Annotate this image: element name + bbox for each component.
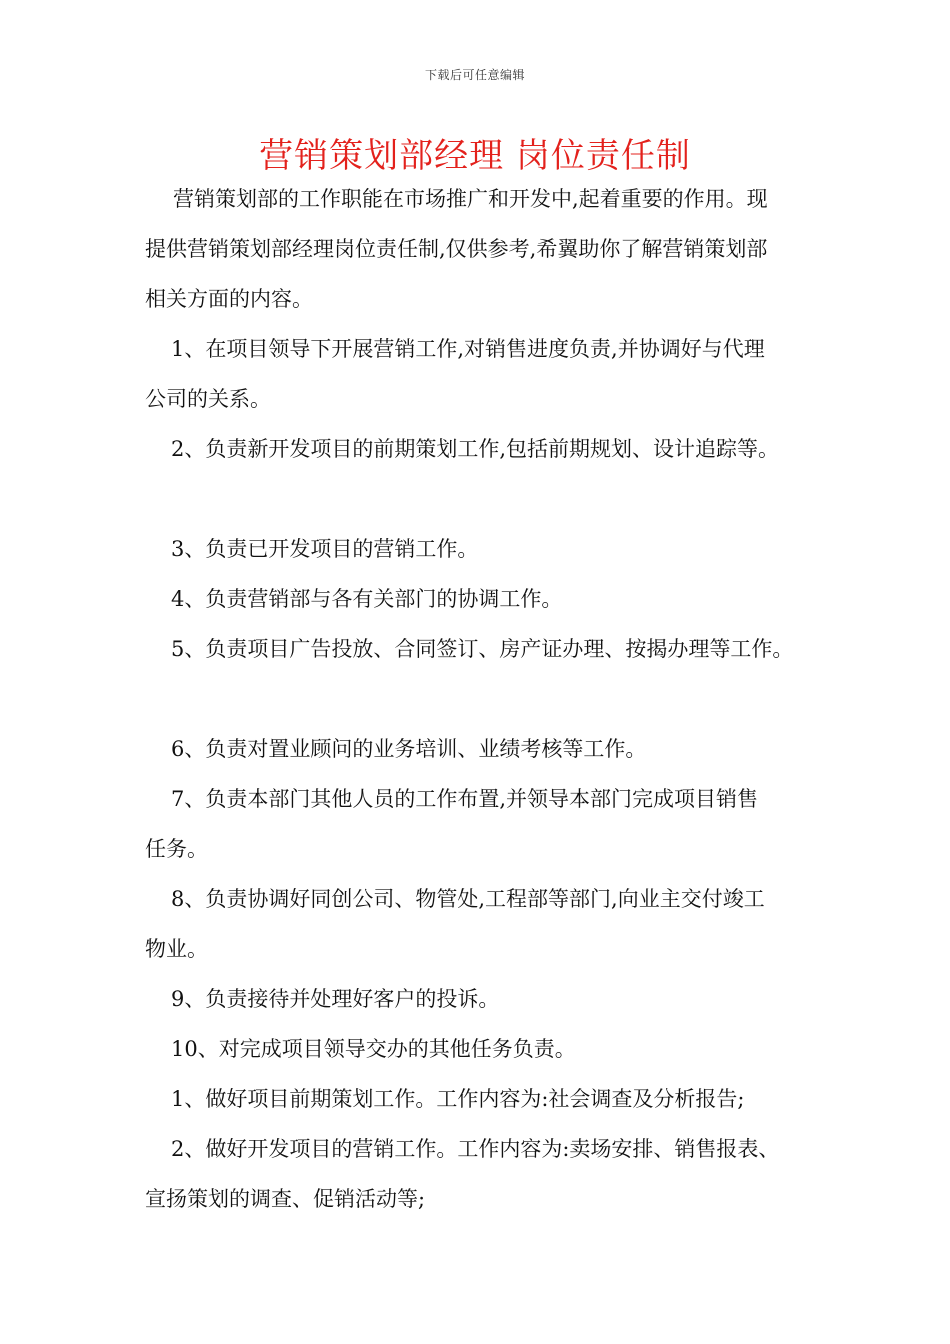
- header-note: 下载后可任意编辑: [424, 68, 525, 82]
- intro-line-3: 相关方面的内容。: [145, 287, 313, 311]
- item-4: 4、负责营销部与各有关部门的协调工作。: [171, 587, 563, 611]
- item-3: 3、负责已开发项目的营销工作。: [171, 537, 479, 561]
- item-9: 9、负责接待并处理好客户的投诉。: [171, 987, 500, 1011]
- item-7-line-2: 任务。: [145, 837, 208, 861]
- task-2-line-2: 宣扬策划的调查、促销活动等;: [145, 1187, 426, 1211]
- paragraph-gap: [145, 674, 825, 724]
- item-1-line-1: 1、在项目领导下开展营销工作,对销售进度负责,并协调好与代理: [171, 337, 765, 361]
- item-6: 6、负责对置业顾问的业务培训、业绩考核等工作。: [171, 737, 647, 761]
- task-1: 1、做好项目前期策划工作。工作内容为:社会调查及分析报告;: [171, 1087, 745, 1111]
- item-10: 10、对完成项目领导交办的其他任务负责。: [171, 1037, 576, 1061]
- item-1-line-2: 公司的关系。: [145, 387, 271, 411]
- paragraph-gap: [145, 474, 825, 524]
- item-8-line-1: 8、负责协调好同创公司、物管处,工程部等部门,向业主交付竣工: [171, 887, 765, 911]
- document-body: [145, 174, 825, 1224]
- item-5: 5、负责项目广告投放、合同签订、房产证办理、按揭办理等工作。: [171, 637, 794, 661]
- task-2-line-1: 2、做好开发项目的营销工作。工作内容为:卖场安排、销售报表、: [171, 1137, 780, 1161]
- item-7-line-1: 7、负责本部门其他人员的工作布置,并领导本部门完成项目销售: [171, 787, 759, 811]
- item-2: 2、负责新开发项目的前期策划工作,包括前期规划、设计追踪等。: [171, 437, 780, 461]
- intro-line-1: 营销策划部的工作职能在市场推广和开发中,起着重要的作用。现: [173, 187, 768, 211]
- intro-line-2: 提供营销策划部经理岗位责任制,仅供参考,希翼助你了解营销策划部: [145, 237, 768, 261]
- item-8-line-2: 物业。: [145, 937, 208, 961]
- page-title: 营销策划部经理 岗位责任制: [259, 136, 691, 176]
